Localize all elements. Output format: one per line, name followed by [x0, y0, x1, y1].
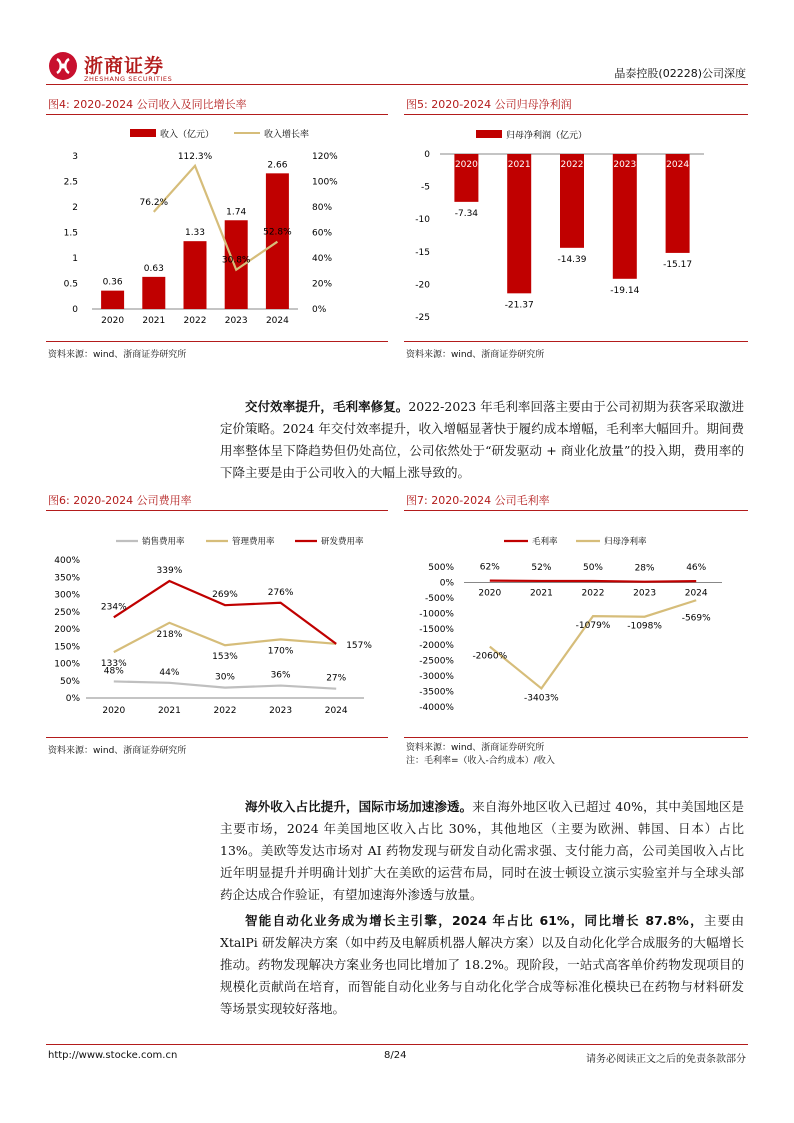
fig6-y-tick: 150%: [54, 642, 80, 653]
fig6-x-tick: 2023: [269, 706, 293, 716]
fig7-x-tick: 2020: [478, 588, 502, 599]
fig4-right-tick: 100%: [312, 177, 338, 188]
fig6-x-tick: 2022: [213, 706, 237, 716]
fig4-title-rule: [46, 114, 388, 115]
fig4-x-tick: 2022: [183, 316, 207, 326]
fig6-legend-label: 销售费用率: [142, 537, 185, 547]
fig4-source: 资料来源：wind、浙商证券研究所: [48, 350, 187, 360]
fig4-bar-label: 0.63: [143, 263, 164, 274]
page-number: 8/24: [384, 1050, 407, 1061]
fig7-data-label: -1098%: [627, 621, 662, 632]
paragraph-3-text: 主要由 XtalPi 研发解决方案（如中药及电解质机器人解决方案）以及自动化化学合成服务的大幅增长推动。药物发现解决方案业务也同比增加了 18.2%。现阶段，一站式高客单价药物发现项目的规模化贡献尚在培育，而智能自动化业务与自动化化学合成等标准化模块已在药物与材料研发等场景实现较好落地。: [220, 913, 744, 1016]
fig5-bar: [613, 154, 637, 279]
fig6-data-label: 157%: [346, 640, 372, 651]
fig7-y-tick: 500%: [428, 563, 454, 573]
fig4-legend-line-label: 收入增长率: [264, 130, 310, 140]
fig7-y-tick: -3500%: [419, 687, 454, 698]
footer-rule: [46, 1044, 748, 1045]
fig6-data-label: 27%: [326, 673, 347, 684]
paragraph-3: [220, 910, 744, 1020]
fig4-line-label: 30.8%: [221, 255, 251, 266]
fig6-y-tick: 50%: [59, 676, 80, 687]
footer-url[interactable]: http://www.stocke.com.cn: [48, 1050, 178, 1061]
paragraph-2: [220, 796, 744, 906]
paragraph-1: [220, 396, 744, 484]
fig6-data-label: 30%: [214, 672, 236, 683]
fig7-note: 注：毛利率=（收入-合约成本）/收入: [406, 756, 555, 766]
fig7-y-tick: -500%: [425, 594, 454, 605]
fig5-x-tick: 2022: [560, 160, 584, 170]
fig6-legend-label: 研发费用率: [321, 537, 364, 547]
fig7-line-0: [490, 581, 696, 582]
paragraph-3-bold: 智能自动化业务成为增长主引擎，2024 年占比 61%，同比增长 87.8%，: [245, 913, 704, 928]
fig5-bottom-rule: [404, 341, 748, 342]
fig6-y-tick: 200%: [54, 625, 80, 635]
fig6-source: 资料来源：wind、浙商证券研究所: [48, 746, 187, 756]
fig4-x-tick: 2023: [224, 316, 248, 326]
fig6-y-tick: 0%: [65, 694, 80, 704]
fig4-line-label: 76.2%: [139, 197, 169, 208]
fig7-data-label: -3403%: [524, 693, 559, 704]
fig4-bar-label: 2.66: [267, 160, 288, 171]
fig7-title-rule: [404, 510, 748, 511]
fig7-x-tick: 2021: [529, 588, 553, 599]
fig4-right-tick: 60%: [312, 228, 333, 239]
fig5-x-tick: 2023: [613, 160, 637, 170]
fig5-bar-label: -21.37: [504, 300, 534, 311]
fig6-data-label: 218%: [156, 629, 183, 640]
fig4-line-label: 52.8%: [263, 227, 292, 238]
fig4-legend-bar-swatch: [130, 129, 156, 137]
fig6-data-label: 44%: [159, 667, 180, 678]
logo-name: 浙商证券: [84, 55, 165, 77]
fig7-x-tick: 2022: [581, 588, 605, 599]
fig6-data-label: 48%: [103, 666, 124, 677]
fig4-left-tick: 1: [72, 254, 78, 264]
fig4-x-tick: 2020: [101, 316, 125, 326]
fig7-bottom-rule: [404, 737, 748, 738]
logo-icon: [48, 51, 78, 81]
fig7-data-label: 46%: [686, 563, 707, 574]
fig7-y-tick: 0%: [439, 578, 454, 589]
fig7-title: 图7: 2020-2024 公司毛利率: [406, 494, 550, 507]
fig4-left-tick: 2: [72, 203, 78, 213]
paragraph-2-bold: 海外收入占比提升，国际市场加速渗透。: [245, 799, 473, 814]
fig4-growth-line: [154, 166, 278, 270]
fig4-bar: [101, 291, 124, 309]
fig6-data-label: 170%: [267, 646, 294, 657]
fig7-y-tick: -1000%: [419, 609, 454, 620]
fig5-x-tick: 2024: [666, 160, 690, 170]
fig5-y-tick: -5: [421, 182, 430, 193]
fig7-source: 资料来源：wind、浙商证券研究所: [406, 743, 545, 753]
fig7-y-tick: -3000%: [419, 671, 454, 682]
fig7-x-tick: 2023: [633, 588, 657, 599]
fig6-legend-label: 管理费用率: [232, 537, 275, 547]
fig5-y-tick: 0: [424, 150, 430, 160]
fig5-bar-label: -7.34: [454, 208, 479, 219]
fig5-legend-label: 归母净利润（亿元）: [506, 131, 588, 141]
fig6-chart: [46, 514, 390, 736]
fig6-x-tick: 2021: [157, 706, 181, 716]
fig6-bottom-rule: [46, 737, 388, 738]
fig4-left-tick: 3: [72, 152, 78, 162]
fig7-data-label: -569%: [681, 613, 711, 624]
fig4-title: 图4: 2020-2024 公司收入及同比增长率: [48, 98, 247, 111]
fig4-left-tick: 0: [72, 305, 78, 315]
logo-subtitle: ZHESHANG SECURITIES: [84, 75, 173, 83]
paragraph-2-text: 来自海外地区收入已超过 40%，其中美国地区是主要市场，2024 年美国地区收入占比 30%，其他地区（主要为欧洲、韩国、日本）占比 13%。美欧等发达市场对 AI 药物发现与研发自动化需求强、支付能力高，公司美国收入占比近年明显提升并明确计划扩大在美欧的运营布局，同时在波士顿设立演示实验室并与全球头部药企达成合作验证，有望加速海外渗透与放量。: [220, 799, 744, 902]
fig5-bar-label: -14.39: [557, 254, 587, 265]
paragraph-1-text: 2022-2023 年毛利率回落主要由于公司初期为获客采取激进定价策略。2024 年交付效率提升，收入增幅显著快于履约成本增幅，毛利率大幅回升。期间费用率整体呈下降趋势但仍处高位，公司依然处于“研发驱动 + 商业化放量”的投入期，费用率的下降主要是由于公司收入的大幅上涨导致的。: [220, 399, 744, 480]
fig4-left-tick: 1.5: [63, 228, 78, 239]
fig7-data-label: -1079%: [575, 621, 611, 632]
fig5-y-tick: -15: [415, 247, 430, 258]
fig5-title: 图5: 2020-2024 公司归母净利润: [406, 98, 572, 111]
fig7-legend-label: 归母净利率: [604, 537, 647, 547]
fig4-bottom-rule: [46, 341, 388, 342]
fig5-source: 资料来源：wind、浙商证券研究所: [406, 350, 545, 360]
fig4-left-tick: 0.5: [63, 279, 78, 290]
fig5-bar-label: -19.14: [610, 285, 640, 296]
fig5-chart: [404, 118, 750, 340]
fig4-bar-label: 0.36: [102, 277, 123, 288]
fig6-y-tick: 100%: [54, 659, 80, 670]
fig7-x-tick: 2024: [684, 588, 708, 599]
fig5-legend-swatch: [476, 130, 502, 138]
footer-disclaimer: 请务必阅读正文之后的免责条款部分: [586, 1054, 746, 1065]
fig7-data-label: 50%: [582, 563, 604, 573]
fig6-data-label: 36%: [270, 670, 291, 681]
fig6-data-label: 133%: [100, 659, 127, 670]
fig7-line-1: [490, 600, 696, 688]
fig6-data-label: 234%: [100, 602, 127, 613]
fig4-right-tick: 80%: [312, 203, 333, 213]
fig4-chart: [46, 118, 390, 340]
fig5-y-tick: -25: [415, 313, 430, 323]
fig4-bar-label: 1.33: [184, 228, 206, 239]
fig6-title: 图6: 2020-2024 公司费用率: [48, 494, 192, 507]
header-rule: [46, 84, 748, 85]
paragraph-1-bold: 交付效率提升，毛利率修复。: [245, 399, 409, 414]
fig5-bar: [507, 154, 531, 293]
fig7-y-tick: -2000%: [419, 640, 454, 651]
fig4-right-tick: 40%: [312, 254, 333, 264]
fig5-x-tick: 2021: [507, 160, 531, 170]
fig6-data-label: 276%: [267, 587, 294, 598]
fig7-y-tick: -4000%: [419, 703, 454, 713]
fig4-bar: [142, 277, 165, 309]
fig4-bar-label: 1.74: [226, 207, 247, 218]
fig6-y-tick: 250%: [54, 607, 80, 618]
fig6-y-tick: 300%: [54, 590, 80, 601]
fig6-line-1: [114, 623, 336, 652]
fig4-right-tick: 120%: [312, 152, 338, 162]
fig6-data-label: 153%: [212, 652, 238, 663]
fig7-y-tick: -1500%: [419, 625, 454, 636]
fig6-data-label: 339%: [156, 566, 183, 577]
fig4-right-tick: 20%: [312, 279, 333, 290]
fig5-bar-label: -15.17: [663, 259, 693, 270]
fig4-line-label: 112.3%: [177, 151, 213, 162]
fig4-x-tick: 2024: [265, 316, 289, 326]
fig7-data-label: 62%: [479, 562, 500, 573]
fig7-legend-label: 毛利率: [532, 537, 558, 547]
fig6-y-tick: 350%: [54, 573, 80, 584]
fig5-y-tick: -20: [415, 280, 430, 291]
fig7-data-label: 28%: [634, 563, 655, 574]
fig4-x-tick: 2021: [142, 316, 166, 326]
report-title: 晶泰控股(02228)公司深度: [614, 67, 746, 80]
fig7-chart: [404, 514, 750, 736]
fig4-bar: [266, 173, 289, 309]
fig6-x-tick: 2024: [324, 706, 348, 716]
fig5-title-rule: [404, 114, 748, 115]
fig7-y-tick: -2500%: [419, 656, 454, 667]
fig7-data-label: -2060%: [472, 651, 508, 662]
fig6-title-rule: [46, 510, 388, 511]
fig7-data-label: 52%: [531, 562, 552, 573]
fig4-legend-bar-label: 收入（亿元）: [160, 130, 215, 140]
fig4-left-tick: 2.5: [63, 177, 78, 188]
fig6-y-tick: 400%: [54, 556, 80, 566]
fig6-x-tick: 2020: [102, 706, 126, 716]
fig6-data-label: 269%: [212, 590, 238, 601]
header: [0, 0, 794, 90]
fig4-bar: [184, 241, 207, 309]
fig4-right-tick: 0%: [312, 305, 327, 315]
fig5-x-tick: 2020: [454, 160, 478, 170]
fig5-y-tick: -10: [415, 215, 430, 226]
